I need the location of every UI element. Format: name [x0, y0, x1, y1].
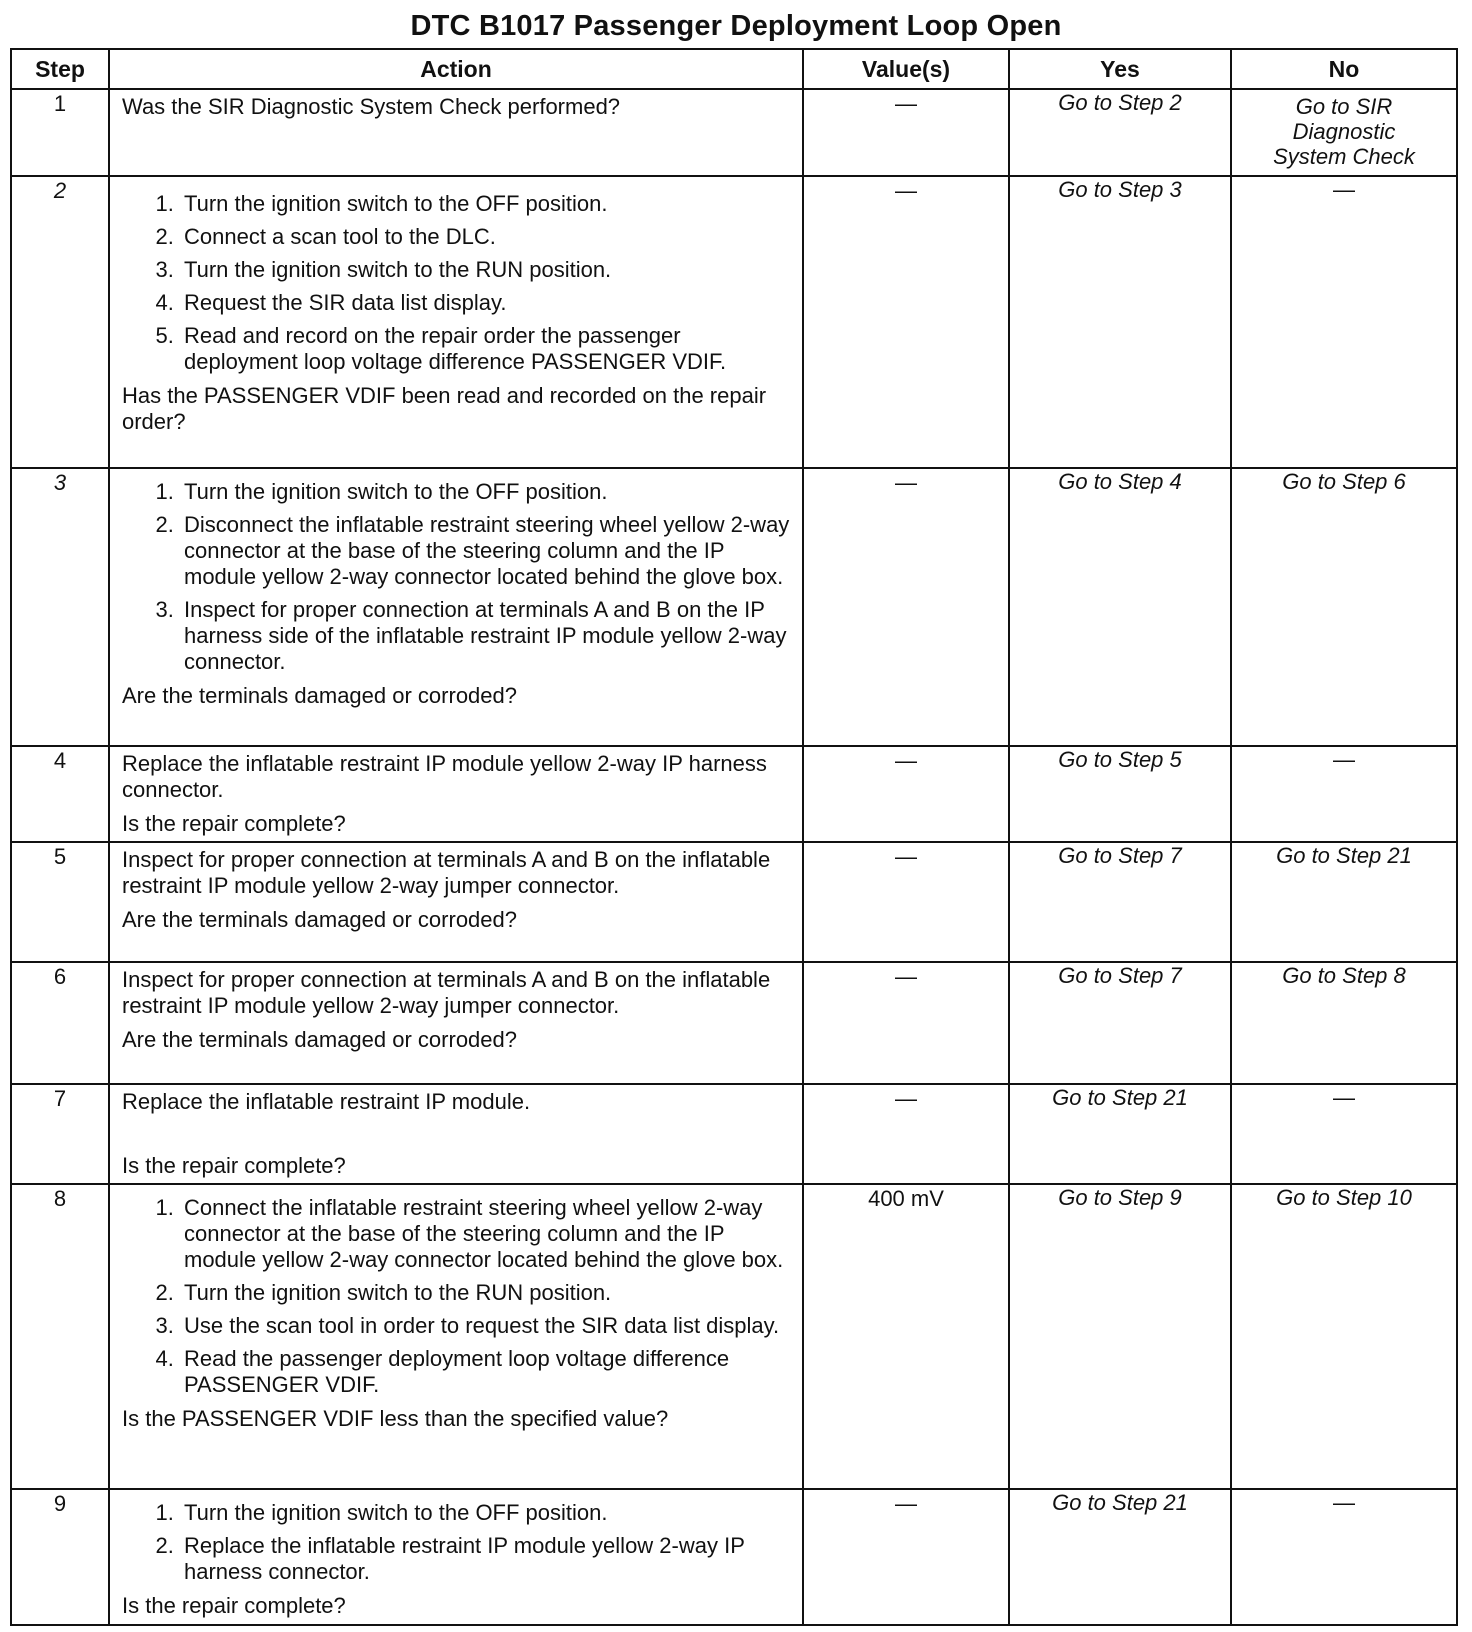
- instruction-list: [122, 191, 792, 375]
- table-row: [11, 468, 1457, 746]
- header-yes: Yes: [1009, 49, 1231, 89]
- step-number: 1: [11, 89, 109, 176]
- instruction-list: [122, 479, 792, 675]
- instruction-item: 1. Turn the ignition switch to the OFF position.: [180, 191, 792, 217]
- value-cell: —: [803, 842, 1009, 962]
- value-cell: 400 mV: [803, 1184, 1009, 1489]
- action-text: Inspect for proper connection at terminals A and B on the inflatable restraint IP module yellow 2-way jumper connector.: [122, 847, 771, 898]
- step-number: 3: [11, 468, 109, 746]
- header-action: Action: [109, 49, 803, 89]
- instruction-item: 4. Read the passenger deployment loop voltage difference PASSENGER VDIF.: [180, 1346, 792, 1398]
- no-cell: Go to Step 21: [1231, 842, 1457, 962]
- value-cell: —: [803, 1084, 1009, 1184]
- table-row: [11, 746, 1457, 842]
- yes-cell: Go to Step 9: [1009, 1184, 1231, 1489]
- yes-cell: Go to Step 7: [1009, 962, 1231, 1084]
- table-row: [11, 842, 1457, 962]
- instruction-item: 5. Read and record on the repair order the passenger deployment loop voltage difference PASSENGER VDIF.: [180, 323, 792, 375]
- instruction-item: 1. Turn the ignition switch to the OFF position.: [180, 479, 792, 505]
- instruction-item: 2. Disconnect the inflatable restraint steering wheel yellow 2-way connector at the base of the steering column and the IP module yellow 2-way connector located behind the glove box.: [180, 512, 792, 590]
- question-text: Is the PASSENGER VDIF less than the specified value?: [122, 1406, 669, 1431]
- action-text: Replace the inflatable restraint IP module yellow 2-way IP harness connector.: [122, 751, 767, 802]
- table-row: [11, 176, 1457, 468]
- no-line: System Check: [1273, 144, 1415, 169]
- no-cell: —: [1231, 1489, 1457, 1625]
- question-text: Is the repair complete?: [122, 1593, 346, 1618]
- action-cell: [109, 1489, 803, 1625]
- table-row: [11, 1489, 1457, 1625]
- no-cell: Go to Step 10: [1231, 1184, 1457, 1489]
- header-no: No: [1231, 49, 1457, 89]
- step-number: 2: [11, 176, 109, 468]
- value-cell: —: [803, 468, 1009, 746]
- action-cell: [109, 1184, 803, 1489]
- instruction-item: 4. Request the SIR data list display.: [180, 290, 792, 316]
- table-row: [11, 1184, 1457, 1489]
- no-cell: —: [1231, 1084, 1457, 1184]
- question-text: Are the terminals damaged or corroded?: [122, 683, 517, 708]
- value-cell: —: [803, 176, 1009, 468]
- no-cell: [1231, 89, 1457, 176]
- instruction-item: 2. Turn the ignition switch to the RUN position.: [180, 1280, 792, 1306]
- question-text: Are the terminals damaged or corroded?: [122, 907, 517, 932]
- table-row: [11, 1084, 1457, 1184]
- table-row: [11, 962, 1457, 1084]
- table-header-row: [11, 49, 1457, 89]
- action-text: Was the SIR Diagnostic System Check performed?: [122, 94, 621, 119]
- yes-cell: Go to Step 4: [1009, 468, 1231, 746]
- header-step: Step: [11, 49, 109, 89]
- instruction-item: 3. Use the scan tool in order to request the SIR data list display.: [180, 1313, 792, 1339]
- yes-cell: Go to Step 3: [1009, 176, 1231, 468]
- header-values: Value(s): [803, 49, 1009, 89]
- question-text: Is the repair complete?: [122, 1153, 346, 1178]
- step-number: 6: [11, 962, 109, 1084]
- instruction-item: 3. Inspect for proper connection at terminals A and B on the IP harness side of the inflatable restraint IP module yellow 2-way connector.: [180, 597, 792, 675]
- no-cell: Go to Step 8: [1231, 962, 1457, 1084]
- action-text: Inspect for proper connection at terminals A and B on the inflatable restraint IP module yellow 2-way jumper connector.: [122, 967, 771, 1018]
- value-cell: —: [803, 962, 1009, 1084]
- instruction-list: [122, 1500, 792, 1585]
- spacer: [122, 1123, 792, 1153]
- question-text: Is the repair complete?: [122, 811, 346, 836]
- value-cell: —: [803, 746, 1009, 842]
- action-cell: [109, 1084, 803, 1184]
- no-line: Go to SIR: [1295, 94, 1393, 119]
- action-cell: [109, 89, 803, 176]
- instruction-item: 1. Connect the inflatable restraint steering wheel yellow 2-way connector at the base of the steering column and the IP module yellow 2-way connector located behind the glove box.: [180, 1195, 792, 1273]
- diagnostic-table: [10, 48, 1458, 1626]
- question-text: Has the PASSENGER VDIF been read and recorded on the repair order?: [122, 383, 767, 434]
- step-number: 5: [11, 842, 109, 962]
- step-number: 9: [11, 1489, 109, 1625]
- yes-cell: Go to Step 21: [1009, 1084, 1231, 1184]
- yes-cell: Go to Step 2: [1009, 89, 1231, 176]
- step-number: 4: [11, 746, 109, 842]
- action-cell: [109, 746, 803, 842]
- action-cell: [109, 842, 803, 962]
- action-cell: [109, 176, 803, 468]
- yes-cell: Go to Step 7: [1009, 842, 1231, 962]
- step-number: 7: [11, 1084, 109, 1184]
- action-text: Replace the inflatable restraint IP module.: [122, 1089, 531, 1114]
- instruction-list: [122, 1195, 792, 1398]
- table-row: [11, 89, 1457, 176]
- no-cell: —: [1231, 746, 1457, 842]
- value-cell: —: [803, 1489, 1009, 1625]
- instruction-item: 2. Replace the inflatable restraint IP module yellow 2-way IP harness connector.: [180, 1533, 792, 1585]
- no-cell: —: [1231, 176, 1457, 468]
- step-number: 8: [11, 1184, 109, 1489]
- yes-cell: Go to Step 21: [1009, 1489, 1231, 1625]
- no-cell: Go to Step 6: [1231, 468, 1457, 746]
- instruction-item: 1. Turn the ignition switch to the OFF position.: [180, 1500, 792, 1526]
- instruction-item: 3. Turn the ignition switch to the RUN position.: [180, 257, 792, 283]
- action-cell: [109, 468, 803, 746]
- question-text: Are the terminals damaged or corroded?: [122, 1027, 517, 1052]
- page-title: DTC B1017 Passenger Deployment Loop Open: [410, 10, 1062, 42]
- yes-cell: Go to Step 5: [1009, 746, 1231, 842]
- instruction-item: 2. Connect a scan tool to the DLC.: [180, 224, 792, 250]
- action-cell: [109, 962, 803, 1084]
- value-cell: —: [803, 89, 1009, 176]
- no-line: Diagnostic: [1292, 119, 1396, 144]
